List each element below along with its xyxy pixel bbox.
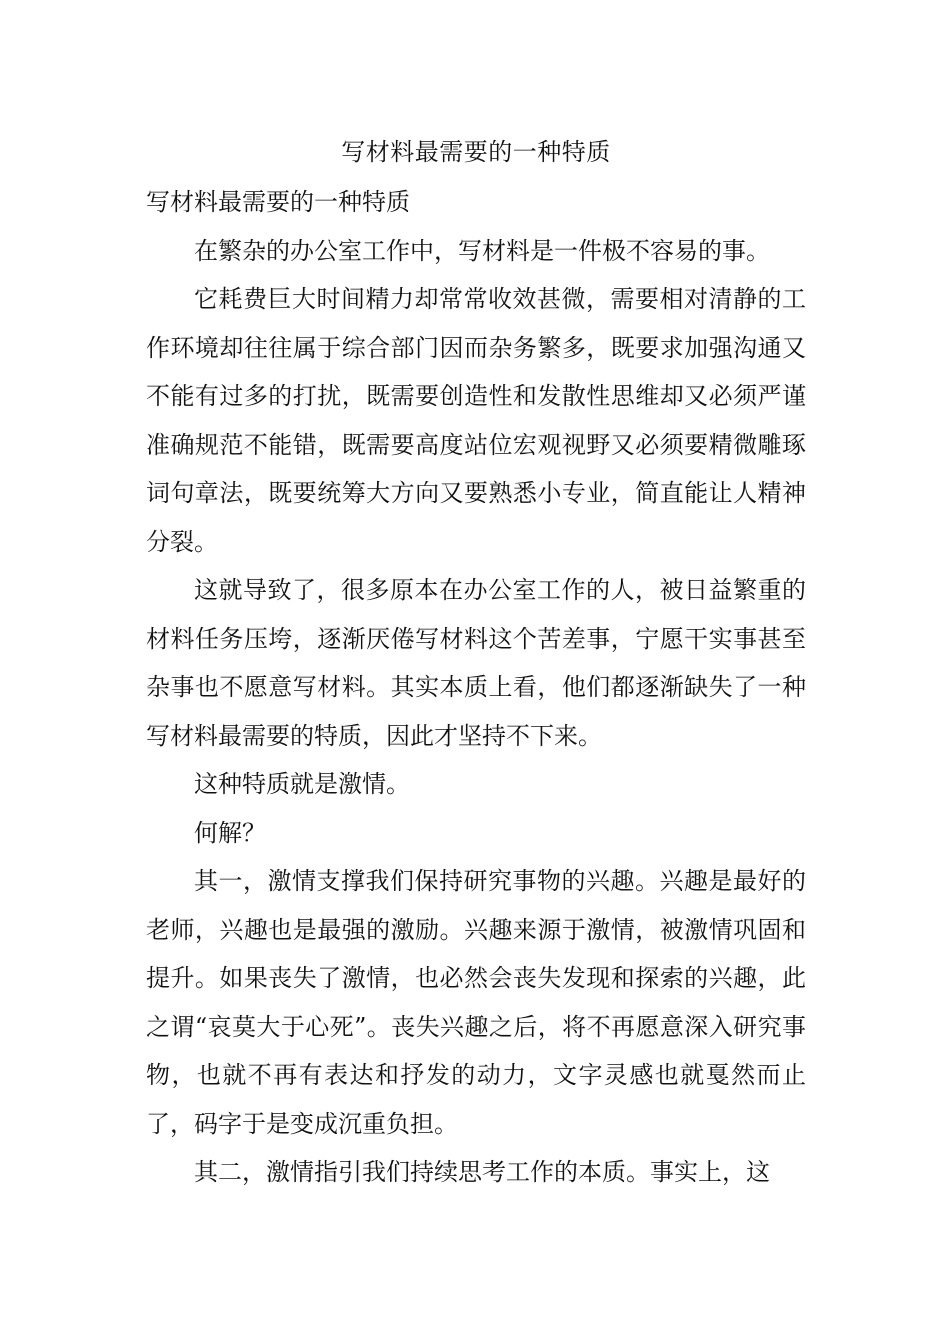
paragraph: 其二，激情指引我们持续思考工作的本质。事实上，这 — [194, 1158, 770, 1186]
paragraph: 其一，激情支撑我们保持研究事物的兴趣。兴趣是最好的老师，兴趣也是最强的激励。兴趣来源于激情，被激情巩固和提升。如果丧失了激情，也必然会丧失发现和探索的兴趣，此之谓“哀莫大于心死”。丧失兴趣之后，将不再愿意深入研究事物，也就不再有表达和抒发的动力，文字灵感也就戛然而止了，码字于是变成沉重负担。 — [146, 867, 806, 1138]
paragraph: 这就导致了，很多原本在办公室工作的人，被日益繁重的材料任务压垮，逐渐厌倦写材料这个苦差事，宁愿干实事甚至杂事也不愿意写材料。其实本质上看，他们都逐渐缺失了一种写材料最需要的特质，因此才坚持不下来。 — [146, 576, 806, 750]
paragraph: 何解？ — [194, 818, 266, 847]
paragraph: 这种特质就是激情。 — [194, 770, 410, 798]
document-body — [146, 178, 806, 1197]
document-title: 写材料最需要的一种特质 — [341, 138, 611, 166]
paragraph: 它耗费巨大时间精力却常常收效甚微，需要相对清静的工作环境却往往属于综合部门因而杂务繁多，既要求加强沟通又不能有过多的打扰，既需要创造性和发散性思维却又必须严谨准确规范不能错，既需要高度站位宏观视野又必须要精微雕琢词句章法，既要统筹大方向又要熟悉小专业，简直能让人精神分裂。 — [146, 285, 806, 556]
paragraph: 在繁杂的办公室工作中，写材料是一件极不容易的事。 — [194, 236, 770, 265]
document-subtitle: 写材料最需要的一种特质 — [146, 188, 410, 216]
